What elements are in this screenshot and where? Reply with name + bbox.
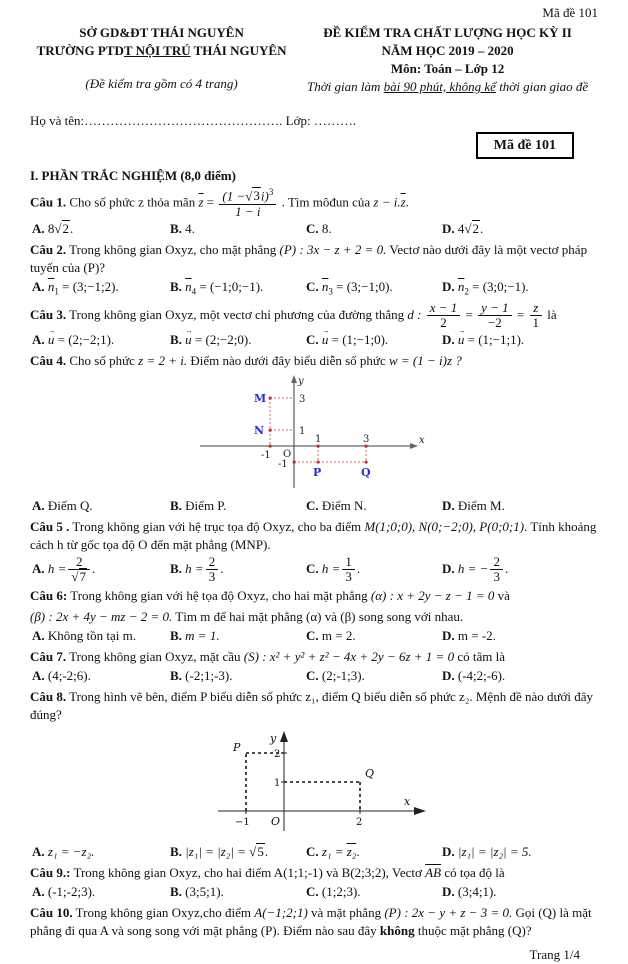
question-label: Câu 2. [30,241,67,257]
radical-sign: √ [464,220,472,236]
point-q-label: Q [361,466,371,480]
option-2d: D. $\overline{n}_2$ = (3;0;−1). [442,278,529,297]
option-3a: A. → u = (2;−2;1). [32,326,115,348]
x-axis-label: x [419,435,425,447]
question-5-stem: Câu 5 . Trong không gian với hệ trục tọa độ Oxyz, cho ba điểm M(1;0;0), N(0;−2;0), P(0;0;1). Tính khoảng cách h từ gốc tọa độ O đến mặt phẳng (MNP). [30,518,597,552]
x-tick-2: 2 [356,816,363,828]
header [30,24,602,96]
option-8d: D. |z₁| = |z₂| = 5. [442,843,532,859]
question-label: Câu 3. [30,306,67,322]
option-7b: B. (-2;1;-3). [170,668,233,684]
question-10-stem: Câu 10. Trong không gian Oxyz,cho điểm A(−1;2;1) và mặt phẳng (P) : 2x − y + z − 3 = 0. Gọi (Q) là mặt phẳng đi qua A và song song với mặt phẳng (P). Điểm nào sau đây không thuộc mặt phẳng (Q)? [30,904,592,938]
question-label: Câu 10. [30,904,73,920]
option-1a: A. 8√2. [32,220,74,236]
point-n-label: N [254,424,265,438]
option-6b: B. m = 1. [170,628,220,644]
option-7c: C. (2;-1;3). [306,668,365,684]
z-conjugate: $\overline{z}$ [198,194,204,210]
option-3b: B. → u = (2;−2;0). [170,326,252,348]
x-axis-arrow-icon [410,443,418,449]
point-q [365,461,368,464]
question-3-options [32,326,602,349]
question-label: Câu 6: [30,588,68,604]
question-label: Câu 4. [30,353,67,369]
fraction: $\frac{y - 1}{-2}$ [478,301,512,331]
question-2-stem: Câu 2. Trong không gian Oxyz, cho mặt phẳng (P) : 3x − z + 2 = 0. Vectơ nào dưới đây là một vectơ pháp tuyến của (P)? [30,241,588,275]
vector-arrow-icon: → [458,326,466,335]
radical-sign: √ [54,220,62,236]
x-axis-label: x [404,794,411,808]
normal-vector: $\overline{n}$ [321,278,329,294]
tick-marks [246,753,360,814]
exam-code-top: Mã đề 101 [542,5,598,20]
option-7a: A. (4;-2;6). [32,668,91,684]
normal-vector: $\overline{n}$ [185,278,192,294]
fraction: $\frac{(1 -√3i)^3}{1 - i}$ [219,188,276,219]
option-9b: B. (3;5;1). [170,883,224,899]
emphasis-khong: không [379,922,415,938]
option-9d: D. (3;4;1). [442,883,497,899]
vector-ab: $\overline{AB}$ [425,864,442,880]
fraction: $\frac{2}{√7}$ [68,555,90,585]
option-1c: C. 8. [306,220,332,236]
question-9-options [32,883,602,901]
page-number: Trang 1/4 [529,946,580,962]
fraction: $\frac{x - 1}{2}$ [427,301,461,331]
vector-arrow-icon: → [185,326,193,335]
question-6-stem-line2: (β) : 2x + 4y − mz − 2 = 0. Tìm m để hai mặt phẳng (α) và (β) song song với nhau. [30,609,464,625]
option-1b: B. 4. [170,220,195,236]
graph-1-svg [182,372,442,490]
z2-conjugate: z₂ [346,843,357,859]
x-tick-1: 1 [315,434,322,446]
x-tick-neg1: −1 [235,816,250,828]
option-2c: C. $\overline{n}_3$ = (3;−1;0). [306,278,393,297]
option-6c: C. m = 2. [306,628,356,644]
option-8c: C. z₁ = z₂. [306,843,360,859]
duration-line: Thời gian làm bài 90 phút, không kể thời gian giao đề [306,78,589,94]
header-left [30,24,293,96]
question-4-options [32,497,602,515]
subject-line: Môn: Toán – Lớp 12 [390,60,505,76]
radical-sign: √ [249,843,257,859]
question-label: Câu 9.: [30,864,71,880]
option-5a: A. h = $\frac{2}{√7}$ . [32,553,96,585]
option-8b: B. |z₁| = |z₂| = √5. [170,843,269,859]
direction-vector: → u [185,326,193,348]
point-p-label: P [233,740,241,754]
y-tick-1: 1 [299,426,306,438]
question-8-options [32,843,602,861]
option-5c: C. h = $\frac{1}{3}$ . [306,553,361,585]
y-axis-arrow-icon [291,375,297,383]
origin-label: O [271,814,281,828]
point-m [269,397,272,400]
direction-vector: → u [321,326,330,348]
point-p-label: P [313,466,322,480]
question-7-options [32,667,602,685]
option-5d: D. h = − $\frac{2}{3}$ . [442,553,509,585]
x-axis-arrow-icon [414,807,426,815]
complex-plane-graph-1 [182,372,602,495]
school-name: TRƯỜNG PTDT NỘI TRÚ THÁI NGUYÊN [36,42,287,58]
graph-2-svg [206,725,436,837]
question-3-stem: Câu 3. Trong không gian Oxyz, một vectơ chỉ phương của đường thẳng d : $\frac{x - 1}{2}$ = $\frac{y - 1}{-2}$ = $\frac{z}{1}$ là [30,299,557,330]
option-9c: C. (1;2;3). [306,883,361,899]
option-2a: A. $\overline{n}_1$ = (3;−1;2). [32,278,119,297]
question-4-stem: Câu 4. Cho số phức z = 2 + i. Điểm nào dưới đây biểu diễn số phức w = (1 − i)z ? [30,353,462,369]
option-4a: A. Điểm Q. [32,498,93,514]
origin-label: O [283,449,292,461]
option-4c: C. Điểm N. [306,498,367,514]
question-8-stem: Câu 8. Trong hình vẽ bên, điểm P biểu diễn số phức z₁, điểm Q biểu diễn số phức z₂. Mệnh đề nào dưới đây đúng? [30,689,594,723]
complex-plane-graph-2 [206,725,602,842]
y-tick-3: 3 [299,394,306,406]
department-name: SỞ GD&ĐT THÁI NGUYÊN [79,24,244,40]
section-title: I. PHẦN TRẮC NGHIỆM (8,0 điểm) [30,167,236,183]
radical-sign: √ [71,569,79,585]
option-1d: D. 4√2. [442,220,484,236]
student-name-line: Họ và tên:………………………………………. Lớp: ………. [30,112,357,128]
option-9a: A. (-1;-2;3). [32,883,96,899]
header-right [293,24,602,96]
point-q-label: Q [365,766,375,780]
pages-note: (Đề kiểm tra gồm có 4 trang) [85,75,238,91]
normal-vector: $\overline{n}$ [457,278,465,294]
question-label: Câu 7. [30,649,67,665]
x-tick-3: 3 [363,434,370,446]
fraction: $\frac{1}{3}$ [342,555,355,585]
guide-lines [246,753,360,811]
point-p [317,461,320,464]
option-6d: D. m = -2. [442,628,496,644]
question-label: Câu 8. [30,689,67,705]
question-9-stem: Câu 9.: Trong không gian Oxyz, cho hai điểm A(1;1;-1) và B(2;3;2), Vectơ $\overline{AB}$ có tọa độ là [30,864,505,880]
option-4d: D. Điểm M. [442,498,505,514]
option-3d: D. → u = (1;−1;1). [442,326,525,348]
option-4b: B. Điểm P. [170,498,227,514]
question-6-options [32,627,602,645]
exam-title: ĐỀ KIỂM TRA CHẤT LƯỢNG HỌC KỲ II [323,24,572,40]
option-8a: A. z₁ = −z₂. [32,843,95,859]
fraction: $\frac{2}{3}$ [206,555,219,585]
question-label: Câu 1. [30,194,67,210]
option-2b: B. $\overline{n}_4$ = (−1;0;−1). [170,278,264,297]
option-3c: C. → u = (1;−1;0). [306,326,389,348]
option-6a: A. Không tồn tại m. [32,628,136,644]
y-axis-label: y [270,731,277,745]
question-6-stem: Câu 6: Trong không gian với hệ tọa độ Oxyz, cho hai mặt phẳng (α) : x + 2y − z − 1 = 0 và [30,588,510,604]
question-1-options [32,220,602,238]
y-axis-arrow-icon [280,731,288,742]
y-tick-neg1: -1 [278,459,288,471]
fraction: $\frac{2}{3}$ [490,555,503,585]
option-7d: D. (-4;2;-6). [442,668,506,684]
vector-arrow-icon: → [48,326,56,335]
exam-code-box-row [30,132,602,159]
radical-sign: √ [245,188,253,204]
question-7-stem: Câu 7. Trong không gian Oxyz, mặt cầu (S) : x² + y² + z² − 4x + 2y − 6z + 1 = 0 có tâm là [30,649,505,665]
option-5b: B. h = $\frac{2}{3}$ . [170,553,224,585]
vector-arrow-icon: → [322,326,330,335]
school-year: NĂM HỌC 2019 – 2020 [381,42,514,58]
normal-vector: $\overline{n}$ [47,278,55,294]
direction-vector: → u [457,326,466,348]
question-5-options [32,555,602,585]
direction-vector: → u [47,326,56,348]
question-2-options [32,278,602,298]
question-1-stem: Câu 1. Cho số phức z thỏa mãn $\overline{z}$ = $\frac{(1 -√3i)^3}{1 - i}$ . Tìm môđun của $z - i.\overline{z}$. [30,186,409,219]
exam-code-box: Mã đề 101 [476,132,574,159]
z-conjugate: $\overline{z}$ [400,194,406,210]
point-n [269,429,272,432]
x-tick-neg1: -1 [261,450,271,462]
y-tick-1: 1 [274,777,281,789]
y-tick-2: 2 [274,748,281,760]
y-axis-label: y [298,376,304,388]
point-m-label: M [254,392,267,406]
question-label: Câu 5 . [30,518,70,534]
fraction: $\frac{z}{1}$ [530,301,543,331]
